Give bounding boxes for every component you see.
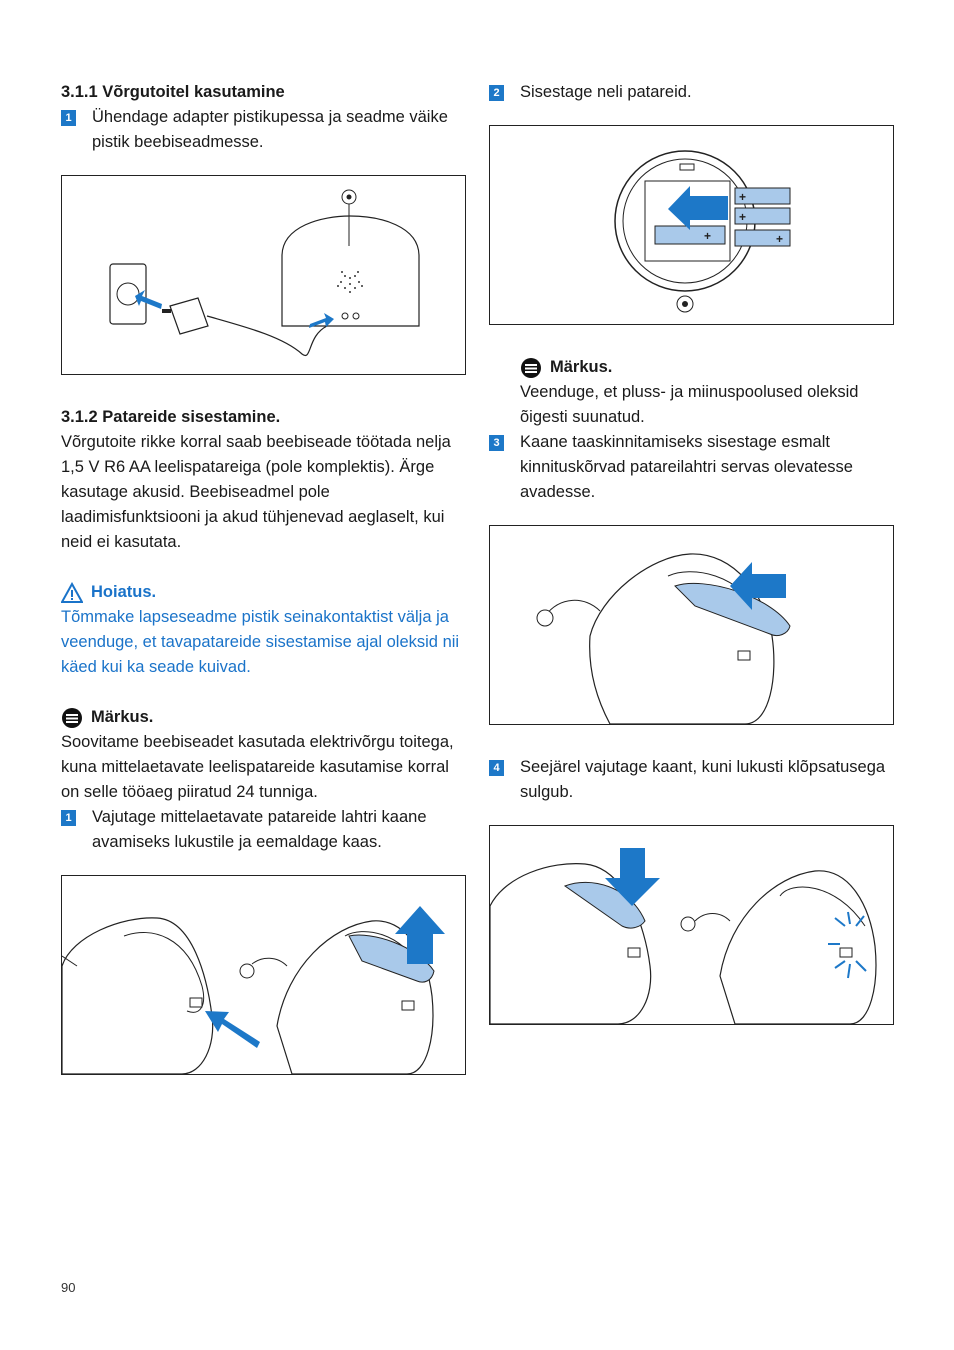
step-number-badge: 2 (489, 85, 504, 101)
warning-icon (61, 582, 83, 604)
svg-text:+: + (739, 190, 747, 204)
note-title: Märkus. (550, 358, 613, 376)
note-title-row (61, 705, 466, 730)
step-number-badge: 1 (61, 110, 76, 126)
step-connect-adapter (61, 105, 466, 155)
figure-reattach-cover (489, 525, 894, 725)
step-number-badge: 3 (489, 435, 504, 451)
section-heading-mains: 3.1.1 Võrgutoitel kasutamine (61, 83, 285, 101)
warning-title-row (61, 580, 466, 605)
note-title-row (520, 355, 894, 380)
note-icon (61, 707, 83, 729)
step-number-badge: 4 (489, 760, 504, 776)
step-text: Seejärel vajutage kaant, kuni lukusti klõpsatusega sulgub. (520, 758, 886, 801)
warning-title: Hoiatus. (91, 583, 157, 601)
figure-insert-batteries (489, 125, 894, 325)
note-text: Veenduge, et pluss- ja miinuspoolused oleksid õigesti suunatud. (520, 383, 859, 426)
svg-text:+: + (776, 232, 784, 246)
step-open-cover (61, 805, 466, 855)
svg-text:+: + (704, 229, 712, 243)
step-text: Sisestage neli patareid. (520, 83, 692, 101)
step-press-cover (489, 755, 894, 805)
section-heading-batteries: 3.1.2 Patareide sisestamine. (61, 408, 281, 426)
page-number: 90 (61, 1280, 76, 1295)
step-text: Kaane taaskinnitamiseks sisestage esmalt kinnituskõrvad patareilahtri servas olevatesse avadesse. (520, 433, 853, 501)
svg-text:+: + (739, 210, 747, 224)
figure-press-cover (489, 825, 894, 1025)
step-text: Ühendage adapter pistikupessa ja seadme väike pistik beebiseadmesse. (92, 108, 448, 151)
warning-block (61, 580, 466, 680)
step-insert-batteries (489, 80, 894, 105)
warning-text: Tõmmake lapseseadme pistik seinakontaktist välja ja veenduge, et tavapatareide sisestamise ajal oleksid nii käed kui ka seade kuivad. (61, 608, 460, 676)
note-block (61, 705, 466, 805)
figure-open-cover (61, 875, 466, 1075)
left-column (61, 80, 466, 1075)
right-column (489, 80, 894, 1025)
step-number-badge: 1 (61, 810, 76, 826)
figure-adapter-connection (61, 175, 466, 375)
note-text: Soovitame beebiseadet kasutada elektrivõrgu toitega, kuna mittelaetavate leelispatareide kasutamise korral on selle tööaeg piiratud 24 tunniga. (61, 733, 454, 801)
step-text: Vajutage mittelaetavate patareide lahtri kaane avamiseks lukustile ja eemaldage kaas. (92, 808, 427, 851)
note-title: Märkus. (91, 708, 154, 726)
note-icon (520, 357, 542, 379)
step-reattach-cover (489, 430, 894, 505)
batteries-body-text: Võrgutoite rikke korral saab beebiseade töötada nelja 1,5 V R6 AA leelispatareiga (pole komplektis). Ärge kasutage akusid. Beebiseadmel pole laadimisfunktsiooni ja akud tühjenevad aeglaselt, kui neid ei kasutata. (61, 433, 451, 551)
note-block-polarity (489, 355, 894, 430)
